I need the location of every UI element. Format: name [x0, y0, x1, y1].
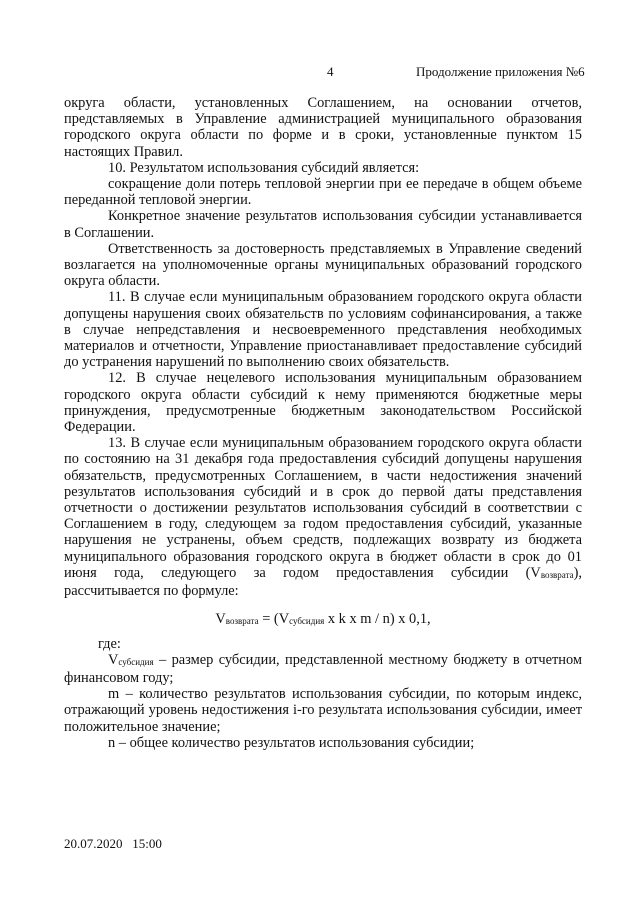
formula-mid: = (V [258, 611, 290, 628]
formula [64, 611, 582, 629]
definition-n: n – общее количество результатов использования субсидии; [108, 734, 475, 751]
footer-timestamp: 20.07.2020 15:00 [64, 836, 162, 851]
paragraph-result: сокращение доли потерь тепловой энергии при ее передаче в общем объеме переданной тепловой энергии. [64, 176, 582, 209]
paragraph-11: 11. В случае если муниципальным образованием городского округа области допущены нарушения своих обязательств по условиям софинансирования, а также в случае непредставления и несвоевременного представления необходимых материалов и отчетности, Управление приостанавливает предоставление субсидий до устранения нарушений по выполнению своих обязательств. [64, 289, 582, 371]
paragraph-13 [64, 435, 582, 599]
paragraph-concrete-value: Конкретное значение результатов использования субсидии устанавливается в Соглашении. [64, 208, 582, 241]
definition-v-subsidy [64, 652, 582, 686]
v-return-subscript: возврата [540, 569, 574, 580]
v-symbol: V [108, 651, 119, 668]
definition-m: m – количество результатов использования субсидии, по которым индекс, отражающий уровень недостижения i-го результата использования субсидии, имеет положительное значение; [64, 686, 582, 735]
appendix-header: Продолжение приложения №6 [416, 64, 585, 79]
formula-rhs: x k x m / n) x 0,1, [324, 611, 431, 628]
paragraph-12: 12. В случае нецелевого использования муниципальным образованием городского округа области субсидий к нему применяются бюджетные меры принуждения, предусмотренные бюджетным законодательством Российской Федерации. [64, 370, 582, 436]
formula-lhs: V [215, 611, 226, 628]
definition-v-text: – размер субсидии, представленной местному бюджету в отчетном финансовом году; [64, 651, 582, 686]
paragraph-10: 10. Результатом использования субсидий является: [108, 159, 420, 176]
formula-sub-return: возврата [225, 616, 259, 627]
paragraph-13-text: 13. В случае если муниципальным образованием городского округа области по состоянию на 31 декабря года предоставления субсидий допущены нарушения обязательств, предусмотренных Соглашением, в части недостижения значений результатов использования субсидий и в срок до первой даты представления отчетности о достижении результатов использования субсидий в соответствии с Соглашением в году, следующем за годом предоставления субсидий, указанные нарушения не устранены, объем средств, подлежащих возврату из бюджета муниципального образования городского округа в бюджет области в срок до 01 июня года, следующего за годом предоставления субсидии (V [64, 435, 582, 581]
paragraph-continuation: округа области, установленных Соглашением, на основании отчетов, представляемых в Управление администрацией муниципального образования городского округа области по форме и в сроки, установленные пунктом 15 настоящих Правил. [64, 95, 582, 160]
paragraph-13-tail: ), рассчитывается по формуле: [64, 564, 582, 600]
document-body [64, 95, 582, 751]
v-subsidy-subscript: субсидия [118, 656, 154, 667]
formula-sub-subsidy: субсидия [289, 616, 325, 627]
where-label: где: [98, 635, 121, 652]
paragraph-responsibility: Ответственность за достоверность представляемых в Управление сведений возлагается на уполномоченные органы муниципальных образований городского округа области. [64, 240, 582, 290]
page-number: 4 [327, 64, 334, 79]
